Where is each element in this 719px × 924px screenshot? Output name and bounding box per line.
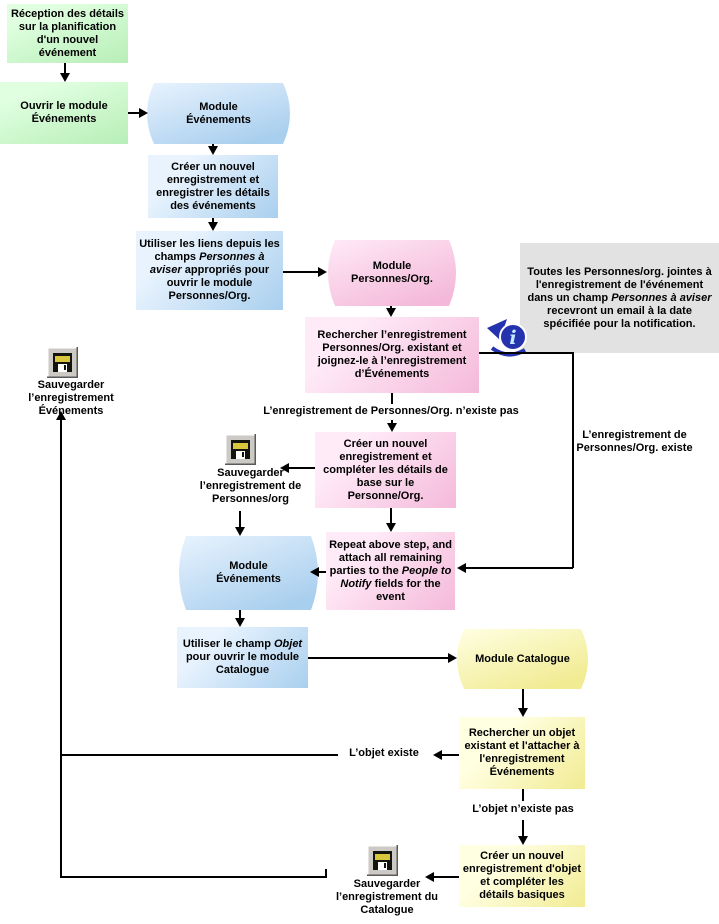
connector-line [442,754,459,756]
connector-line [239,511,241,527]
arrowhead [280,463,289,473]
connector-line [308,657,448,659]
arrowhead [386,308,396,317]
module-label: Module Catalogue [475,652,570,665]
connector-line [465,567,573,569]
connector-line [283,271,318,273]
arrowhead [457,563,466,573]
shape-module-personnes-org [328,240,456,306]
note-notification: Toutes les Personnes/org. jointes à l'enregistrement de l'événement dans un champ Personnes à aviser recevront un email à la date spécifiée pour la notification. [520,243,719,353]
edge-label-objet-n-existe-pas: L’objet n’existe pas [453,803,593,816]
arrowhead [448,653,457,663]
arrowhead [387,423,397,432]
connector-line [572,352,574,568]
connector-line [61,876,327,878]
node-utiliser-champ-objet: Utiliser le champ Objet pour ouvrir le module Catalogue [177,627,308,688]
arrowhead [433,750,442,760]
connector-line [61,754,338,756]
node-repeat-above-step: Repeat above step, and attach all remaining parties to the People to Notify fields for the event [326,532,455,610]
module-label: Module Événements [216,560,281,585]
edge-label-objet-existe: L’objet existe [338,747,430,760]
node-creer-completer-personne: Créer un nouvel enregistrement et compléter les détails de base sur le Personne/Org. [315,432,456,508]
node-reception-details: Réception des détails sur la planification d'un nouvel événement [7,4,128,63]
node-sauvegarder-evenements: Sauvegarder l’enregistrement Événements [28,379,114,417]
connector-line [522,689,524,708]
edge-label-personnes-n-existe-pas: L’enregistrement de Personnes/Org. n’existe pas [251,405,531,418]
arrowhead [139,108,148,118]
node-rechercher-objet: Rechercher un objet existant et l'attacher à l'enregistrement Événements [459,717,585,789]
node-creer-enregistrement-details: Créer un nouvel enregistrement et enregistrer les détails des événements [148,155,278,218]
arrowhead [208,146,218,155]
save-events-icon [47,347,78,378]
node-sauvegarder-personnes: Sauvegarder l’enregistrement de Personnes/org [199,467,302,505]
save-catalogue-icon [367,845,398,876]
arrowhead [208,222,218,231]
save-personnes-icon [225,434,256,465]
module-label: Module Événements [186,100,251,126]
edge-label-personnes-existe: L’enregistrement de Personnes/Org. existe [572,429,697,455]
arrowhead [235,527,245,536]
node-sauvegarder-catalogue: Sauvegarder l’enregistrement du Catalogue [335,878,439,916]
module-label: Module Personnes/Org. [351,260,433,285]
node-creer-objet: Créer un nouvel enregistrement d'objet et compléter les détails basiques [459,845,585,907]
connector-line [479,352,574,354]
shape-module-catalogue [457,629,588,689]
arrowhead [318,267,327,277]
arrowhead [518,708,528,717]
shape-module-evenements-1 [147,83,290,144]
connector-line [64,63,66,73]
connector-line [318,571,326,573]
arrowhead [235,618,245,627]
connector-line [390,508,392,523]
connector-line [391,393,393,404]
shape-module-evenements-2 [179,536,318,610]
arrowhead [310,567,319,577]
svg-text:i: i [509,327,517,349]
node-ouvrir-module-evenements: Ouvrir le module Événements [0,82,128,144]
arrowhead [386,523,396,532]
connector-line [522,789,524,801]
connector-line [128,112,139,114]
connector-line [288,467,315,469]
connector-line [433,876,459,878]
arrowhead [56,411,66,420]
arrowhead [518,836,528,845]
connector-line [522,820,524,836]
connector-line [239,610,241,618]
connector-line [325,869,327,877]
node-rechercher-personnes: Rechercher l’enregistrement Personnes/Org. existant et joignez-le à l’enregistrement d’Événements [305,317,479,393]
connector-line [60,420,62,878]
arrowhead [60,73,70,82]
node-utiliser-liens-personnes: Utiliser les liens depuis les champs Personnes à aviser appropriés pour ouvrir le module Personnes/Org. [136,231,283,310]
